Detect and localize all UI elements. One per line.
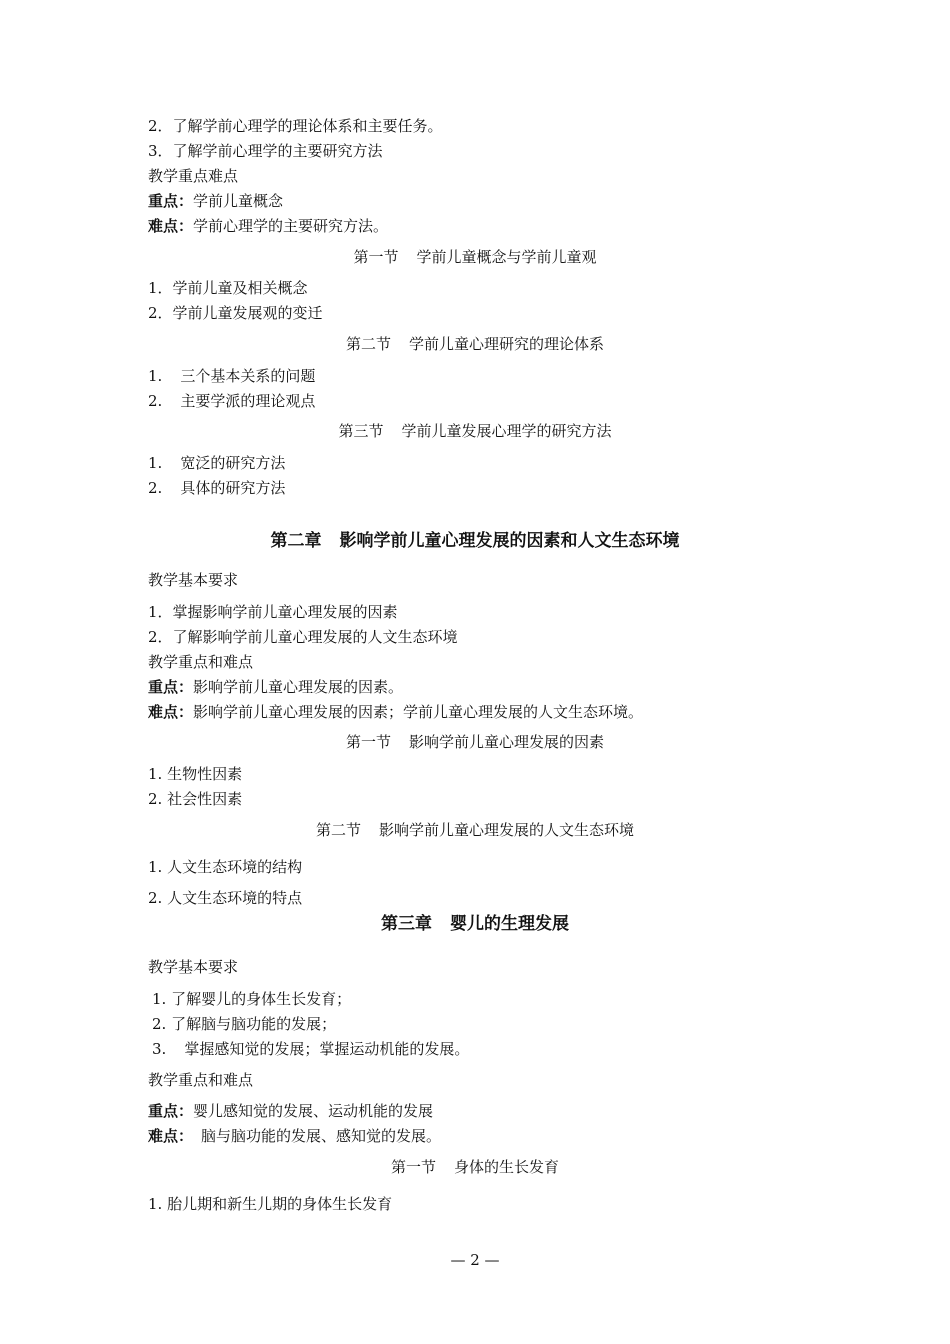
subheading-requirements: 教学基本要求	[148, 571, 239, 589]
subheading-key-points: 教学重点难点	[148, 167, 239, 185]
list-item: 2. 人文生态环境的特点	[148, 889, 303, 907]
list-item: 2. 社会性因素	[148, 790, 243, 808]
section-heading: 第一节 影响学前儿童心理发展的因素	[345, 733, 605, 751]
difficult-point-line	[148, 702, 643, 722]
section-heading: 第二节 影响学前儿童心理发展的人文生态环境	[315, 821, 635, 839]
difficult-point-label: 难点：	[148, 1127, 194, 1145]
difficult-point-line	[148, 1126, 441, 1146]
chapter-heading: 第二章 影响学前儿童心理发展的因素和人文生态环境	[270, 531, 680, 551]
chapter-heading: 第三章 婴儿的生理发展	[381, 914, 569, 934]
list-item: 1. 人文生态环境的结构	[148, 858, 303, 876]
list-item: 3. 掌握感知觉的发展；掌握运动机能的发展。	[152, 1040, 470, 1058]
difficult-point-line	[148, 216, 388, 236]
list-item: 1. 胎儿期和新生儿期的身体生长发育	[148, 1195, 393, 1213]
list-item: 1．掌握影响学前儿童心理发展的因素	[148, 603, 398, 621]
subheading-requirements: 教学基本要求	[148, 958, 239, 976]
list-item: 2. 主要学派的理论观点	[148, 392, 316, 410]
list-item: 1. 生物性因素	[148, 765, 243, 783]
objective-item-2: 2．了解学前心理学的理论体系和主要任务。	[148, 117, 443, 135]
subheading-key-points: 教学重点和难点	[148, 1071, 254, 1089]
key-point-text: 影响学前儿童心理发展的因素。	[193, 678, 404, 696]
section-heading: 第三节 学前儿童发展心理学的研究方法	[338, 422, 612, 440]
objective-item-3: 3．了解学前心理学的主要研究方法	[148, 142, 383, 160]
key-point-text: 婴儿感知觉的发展、运动机能的发展	[193, 1102, 434, 1120]
difficult-point-text: 脑与脑功能的发展、感知觉的发展。	[201, 1127, 442, 1145]
difficult-point-label: 难点：	[148, 703, 194, 721]
key-point-label: 重点：	[148, 678, 194, 696]
list-item: 1．学前儿童及相关概念	[148, 279, 308, 297]
key-point-line	[148, 1101, 433, 1121]
list-item: 1. 三个基本关系的问题	[148, 367, 316, 385]
list-item: 1. 宽泛的研究方法	[148, 454, 286, 472]
list-item: 2．了解影响学前儿童心理发展的人文生态环境	[148, 628, 458, 646]
key-point-line	[148, 677, 403, 697]
list-item: 2. 了解脑与脑功能的发展；	[152, 1015, 337, 1033]
list-item: 1. 了解婴儿的身体生长发育；	[152, 990, 352, 1008]
section-heading: 第一节 学前儿童概念与学前儿童观	[353, 248, 597, 266]
section-heading: 第二节 学前儿童心理研究的理论体系	[345, 335, 605, 353]
difficult-point-text: 影响学前儿童心理发展的因素；学前儿童心理发展的人文生态环境。	[193, 703, 644, 721]
difficult-point-label: 难点：	[148, 217, 194, 235]
difficult-point-text: 学前心理学的主要研究方法。	[193, 217, 389, 235]
list-item: 2．学前儿童发展观的变迁	[148, 304, 323, 322]
key-point-label: 重点：	[148, 192, 194, 210]
key-point-label: 重点：	[148, 1102, 194, 1120]
page-number: — 2 —	[450, 1251, 500, 1269]
key-point-text: 学前儿童概念	[193, 192, 284, 210]
section-heading: 第一节 身体的生长发育	[390, 1158, 560, 1176]
key-point-line	[148, 191, 283, 211]
list-item: 2. 具体的研究方法	[148, 479, 286, 497]
subheading-key-points: 教学重点和难点	[148, 653, 254, 671]
